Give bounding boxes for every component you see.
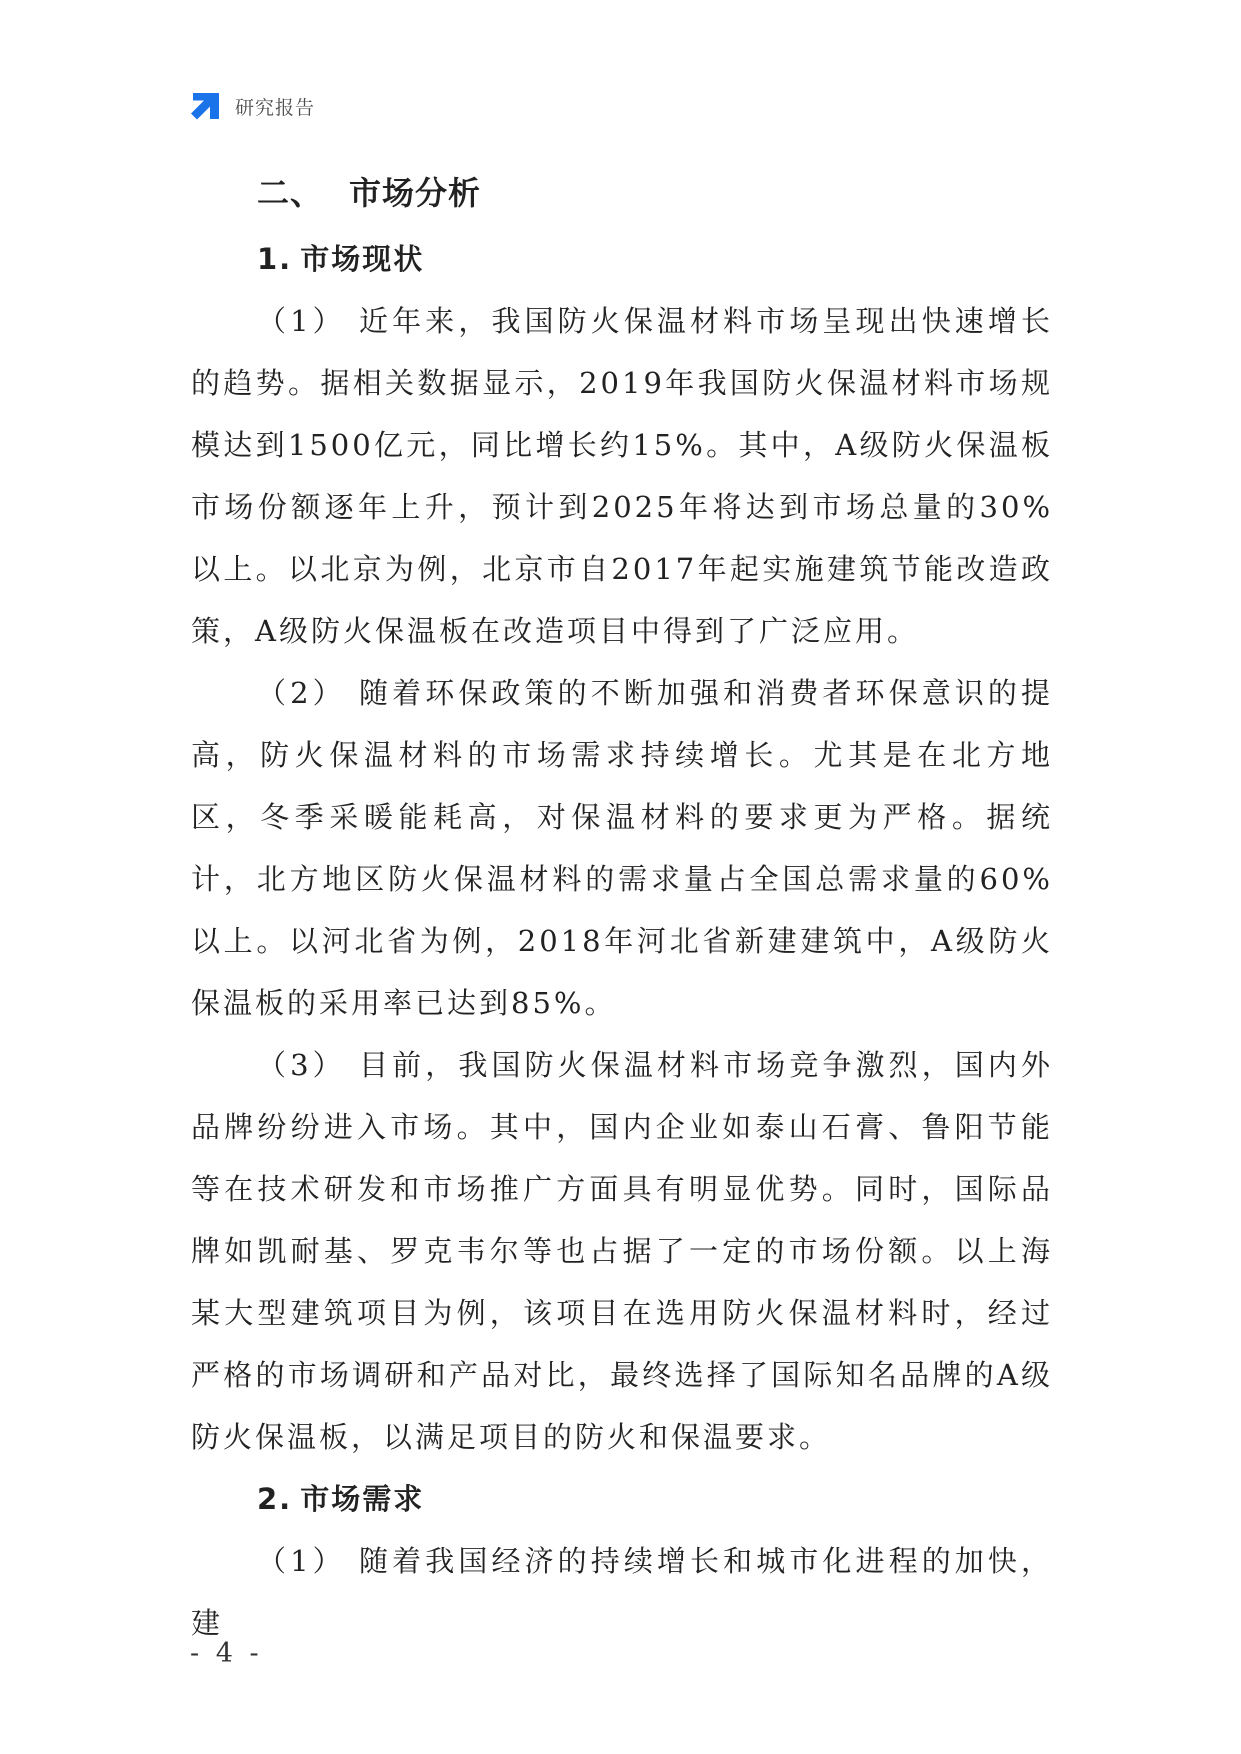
subsection-heading-1 bbox=[257, 228, 1053, 290]
subsection-heading-2 bbox=[257, 1468, 1053, 1530]
subsection-title: 市场现状 bbox=[300, 242, 425, 276]
paragraph: （3） 目前，我国防火保温材料市场竞争激烈，国内外品牌纷纷进入市场。其中，国内企业如泰山石膏、鲁阳节能等在技术研发和市场推广方面具有明显优势。同时，国际品牌如凯耐基、罗克韦尔等也占据了一定的市场份额。以上海某大型建筑项目为例，该项目在选用防火保温材料时，经过严格的市场调研和产品对比，最终选择了国际知名品牌的A级防火保温板，以满足项目的防火和保温要求。 bbox=[191, 1048, 1053, 1454]
report-header bbox=[189, 89, 315, 123]
paragraph: （2） 随着环保政策的不断加强和消费者环保意识的提高，防火保温材料的市场需求持续增长。尤其是在北方地区，冬季采暖能耗高，对保温材料的要求更为严格。据统计，北方地区防火保温材料的需求量占全国总需求量的60%以上。以河北省为例，2018年河北省新建建筑中，A级防火保温板的采用率已达到85%。 bbox=[191, 676, 1053, 1020]
header-title: 研究报告 bbox=[235, 96, 316, 119]
paragraph: （1） 近年来，我国防火保温材料市场呈现出快速增长的趋势。据相关数据显示，2019年我国防火保温材料市场规模达到1500亿元，同比增长约15%。其中，A级防火保温板市场份额逐年上升，预计到2025年将达到市场总量的30%以上。以北京为例，北京市自2017年起实施建筑节能改造政策，A级防火保温板在改造项目中得到了广泛应用。 bbox=[191, 304, 1053, 648]
document-body bbox=[191, 158, 1053, 1654]
section-heading bbox=[257, 158, 1053, 228]
subsection-number: 2. bbox=[257, 1482, 293, 1516]
subsection-number: 1. bbox=[257, 242, 293, 276]
paragraph: （1） 随着我国经济的持续增长和城市化进程的加快，建 bbox=[191, 1544, 1053, 1640]
section-number: 二、 bbox=[257, 174, 324, 212]
section-title: 市场分析 bbox=[349, 174, 482, 212]
page-number: - 4 - bbox=[190, 1638, 263, 1669]
arrow-up-right-icon bbox=[189, 89, 223, 123]
subsection-title: 市场需求 bbox=[300, 1482, 425, 1516]
